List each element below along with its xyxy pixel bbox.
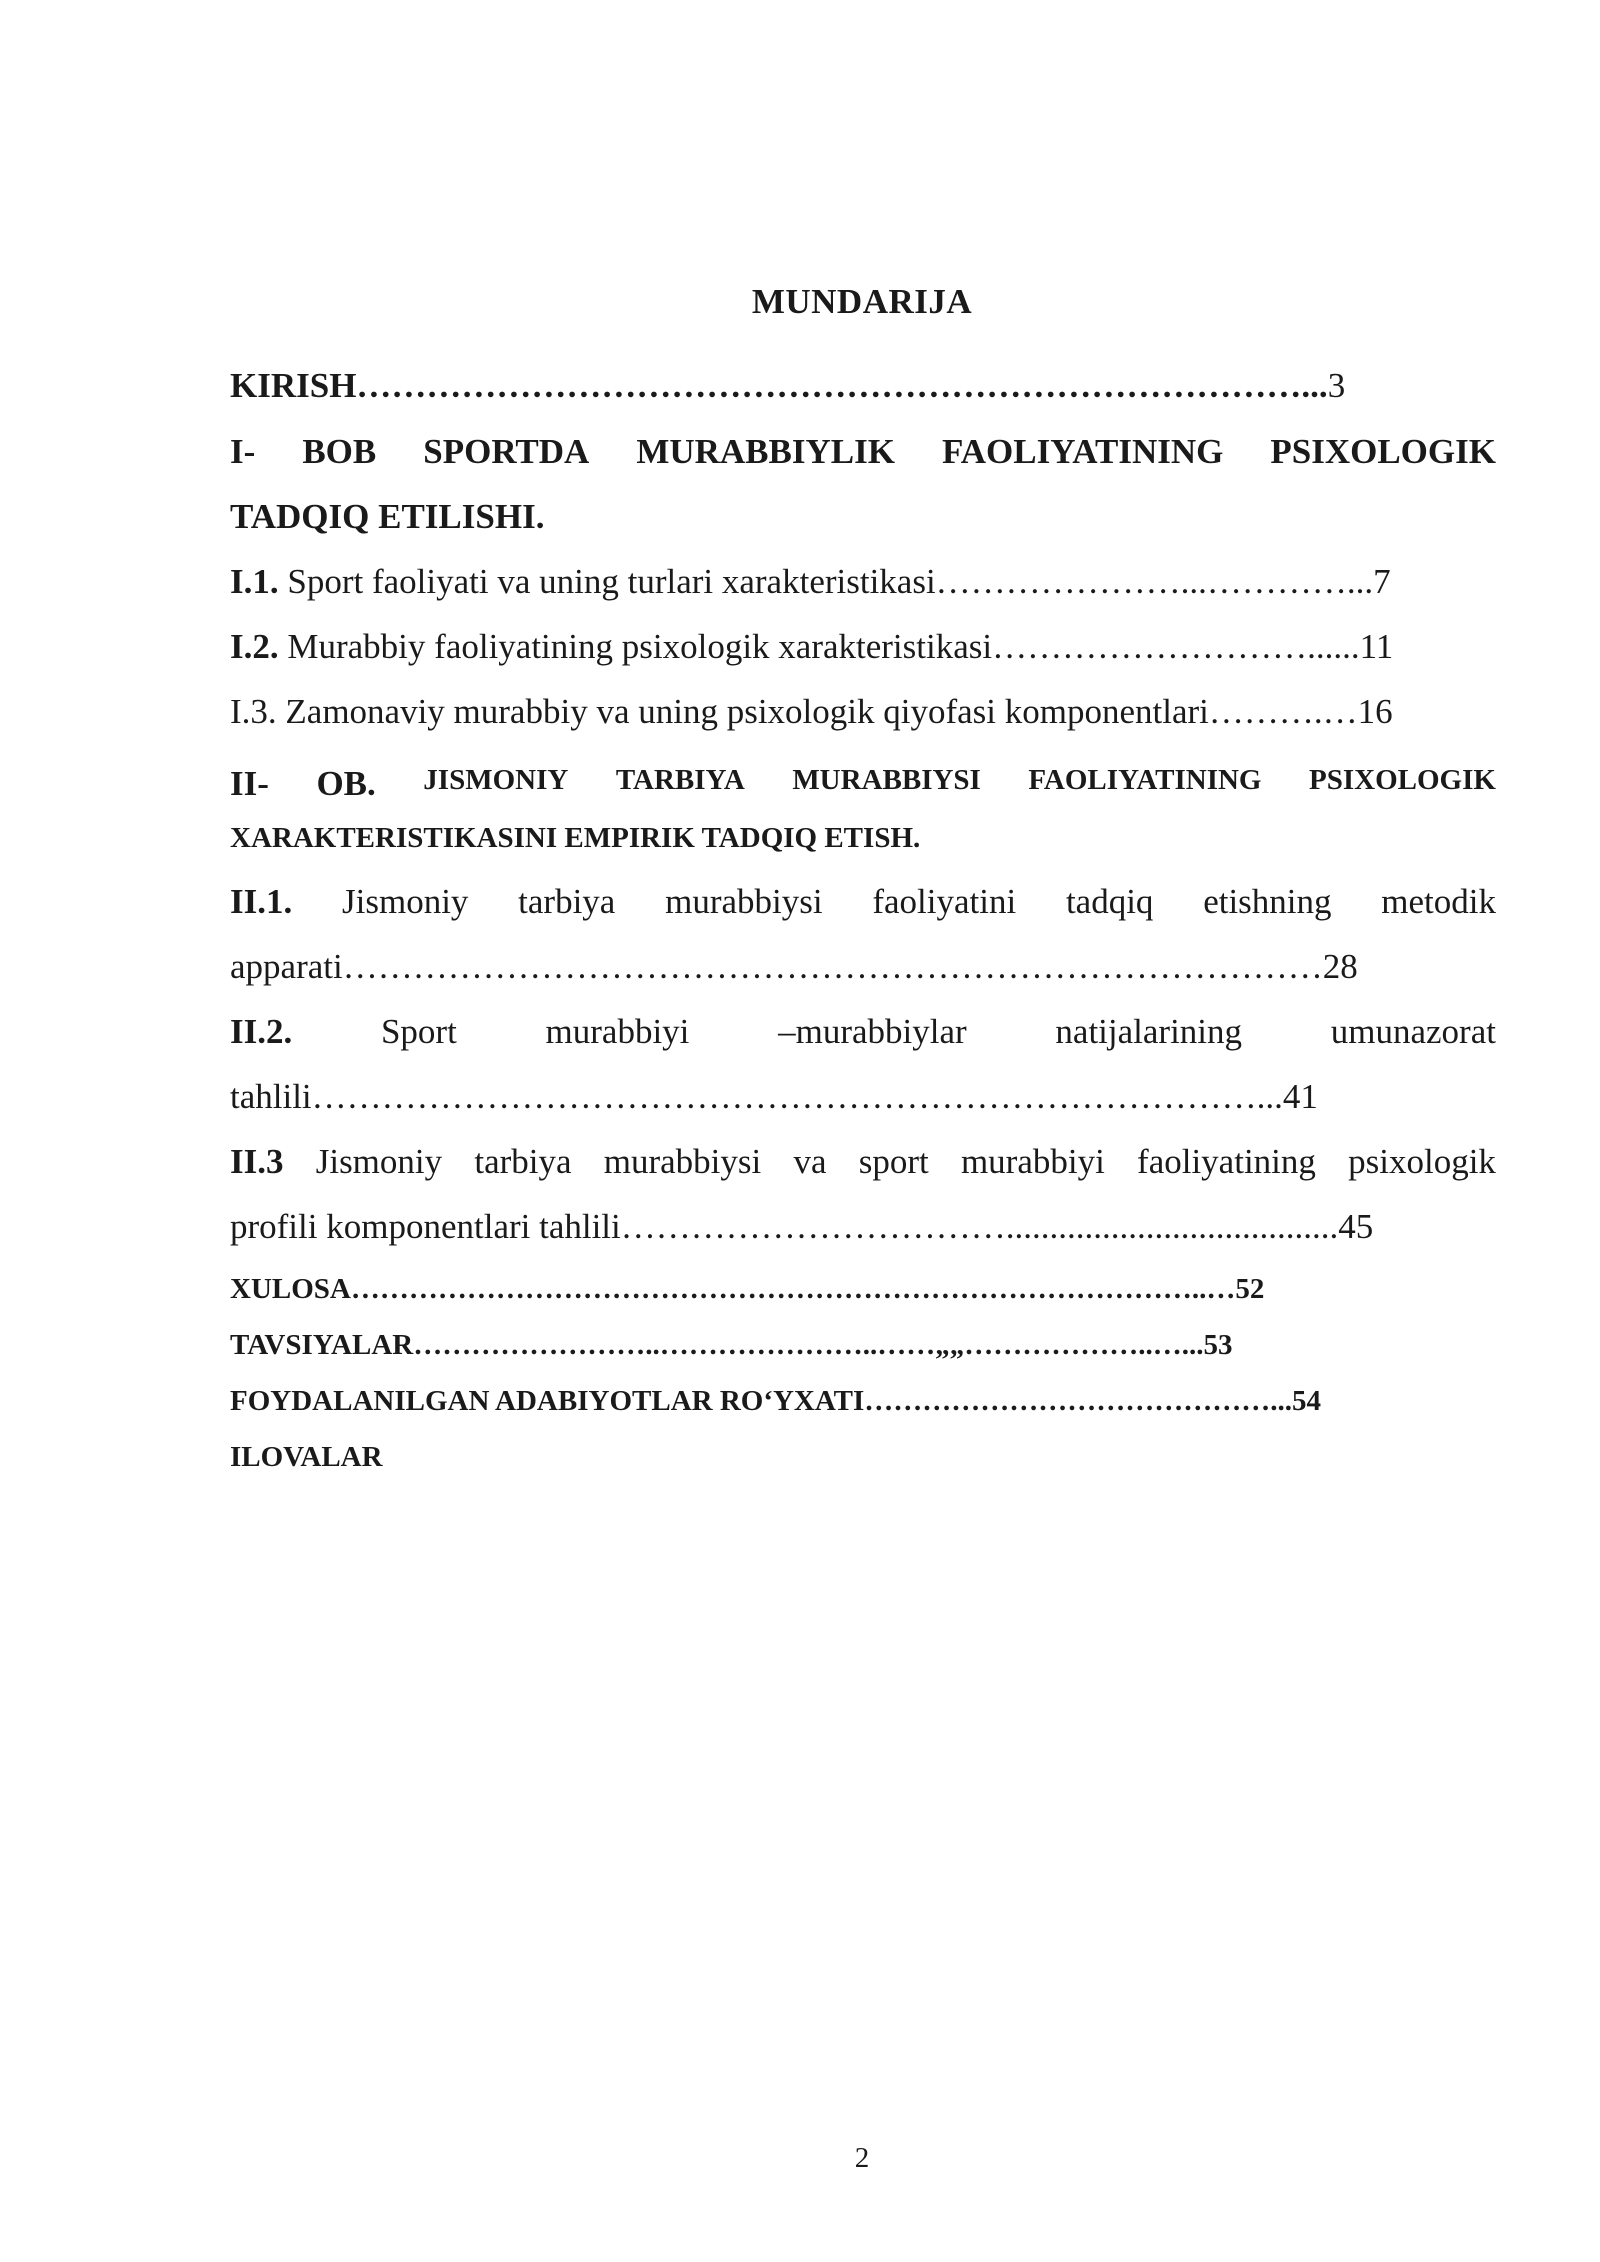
toc-word: umunazorat bbox=[1330, 1012, 1496, 1051]
toc-entry-ii1-cont: apparati…………………………………………………………………………28 bbox=[230, 947, 1358, 986]
toc-entry-xulosa[interactable]: XULOSA……………………………………………………………………………..…52 bbox=[230, 1273, 1265, 1305]
toc-word: va bbox=[793, 1142, 827, 1181]
toc-entry-ii1[interactable] bbox=[230, 882, 1496, 922]
toc-word: natijalarining bbox=[1055, 1012, 1243, 1051]
toc-word: Jismoniy bbox=[315, 1142, 443, 1181]
toc-entry-kirish[interactable] bbox=[230, 366, 1496, 406]
toc-entry-ii3-cont: profili komponentlari tahlili……………………………......................................45 bbox=[230, 1207, 1374, 1246]
toc-word: tadqiq bbox=[1065, 882, 1154, 921]
toc-entry-i3[interactable]: I.3. Zamonaviy murabbiy va uning psixologik qiyofasi komponentlari……….…16 bbox=[230, 692, 1393, 731]
toc-word: Sport bbox=[380, 1012, 457, 1051]
page-number: 2 bbox=[854, 2142, 870, 2174]
toc-word: metodik bbox=[1381, 882, 1496, 921]
toc-entry-ii2-cont: tahlili………………………………………………………………………...41 bbox=[230, 1077, 1318, 1116]
toc-entry-number: I.2. bbox=[230, 627, 279, 666]
heading-word: FAOLIYATINING bbox=[941, 432, 1224, 471]
toc-word: murabbiysi bbox=[603, 1142, 762, 1181]
toc-chapter-2-heading-cont: XARAKTERISTIKASINI EMPIRIK TADQIQ ETISH. bbox=[230, 822, 921, 854]
toc-entry-ii2[interactable] bbox=[230, 1012, 1496, 1052]
heading-word: I- bbox=[230, 432, 256, 471]
toc-word: psixologik bbox=[1348, 1142, 1496, 1181]
toc-entry-i1[interactable] bbox=[230, 562, 1496, 602]
toc-word: tarbiya bbox=[518, 882, 616, 921]
toc-word: –murabbiylar bbox=[778, 1012, 967, 1051]
toc-word: murabbiyi bbox=[960, 1142, 1105, 1181]
toc-entry-label: KIRISH………………………………………………………………………... bbox=[230, 366, 1328, 405]
toc-entry-number: II.3 bbox=[230, 1142, 284, 1181]
heading-word: II- bbox=[230, 764, 269, 803]
toc-entry-text: Sport faoliyati va uning turlari xarakteristikasi…………………...…………...7 bbox=[278, 562, 1391, 601]
toc-entry-number: II.2. bbox=[230, 1012, 293, 1051]
toc-entry-ilovalar[interactable]: ILOVALAR bbox=[230, 1441, 383, 1473]
toc-entry-number: I.1. bbox=[230, 562, 279, 601]
toc-word: Jismoniy bbox=[342, 882, 469, 921]
toc-word: murabbiysi bbox=[665, 882, 823, 921]
heading-word: TARBIYA bbox=[615, 764, 745, 796]
heading-word: SPORTDA bbox=[423, 432, 590, 471]
toc-entry-text: Murabbiy faoliyatining psixologik xarakteristikasi………………………......11 bbox=[278, 627, 1394, 666]
heading-word: FAOLIYATINING bbox=[1028, 764, 1262, 796]
heading-word: PSIXOLOGIK bbox=[1309, 764, 1496, 796]
heading-word: JISMONIY bbox=[423, 764, 569, 796]
toc-entry-page: 3 bbox=[1327, 366, 1346, 405]
toc-word: tarbiya bbox=[474, 1142, 572, 1181]
toc-chapter-2-heading[interactable] bbox=[230, 764, 1496, 804]
toc-entry-adabiyotlar[interactable]: FOYDALANILGAN ADABIYOTLAR RO‘YXATI……………………………………...54 bbox=[230, 1385, 1322, 1417]
toc-word: faoliyatini bbox=[872, 882, 1017, 921]
toc-word: faoliyatining bbox=[1137, 1142, 1316, 1181]
heading-word: MURABBIYLIK bbox=[636, 432, 895, 471]
toc-entry-tavsiyalar[interactable]: TAVSIYALAR……………………..…………………..……„„………………..…...53 bbox=[230, 1329, 1233, 1361]
toc-chapter-1-heading-cont: TADQIQ ETILISHI. bbox=[230, 497, 545, 536]
toc-entry-ii3[interactable] bbox=[230, 1142, 1496, 1182]
heading-word: OB. bbox=[316, 764, 376, 803]
toc-chapter-1-heading[interactable] bbox=[230, 432, 1496, 472]
toc-entry-number: II.1. bbox=[230, 882, 293, 921]
toc-word: murabbiyi bbox=[545, 1012, 690, 1051]
toc-title: MUNDARIJA bbox=[751, 282, 973, 321]
toc-entry-i2[interactable] bbox=[230, 627, 1496, 667]
heading-word: PSIXOLOGIK bbox=[1270, 432, 1496, 471]
heading-word: MURABBIYSI bbox=[792, 764, 981, 796]
toc-word: sport bbox=[858, 1142, 929, 1181]
heading-word: BOB bbox=[302, 432, 377, 471]
toc-word: etishning bbox=[1203, 882, 1332, 921]
